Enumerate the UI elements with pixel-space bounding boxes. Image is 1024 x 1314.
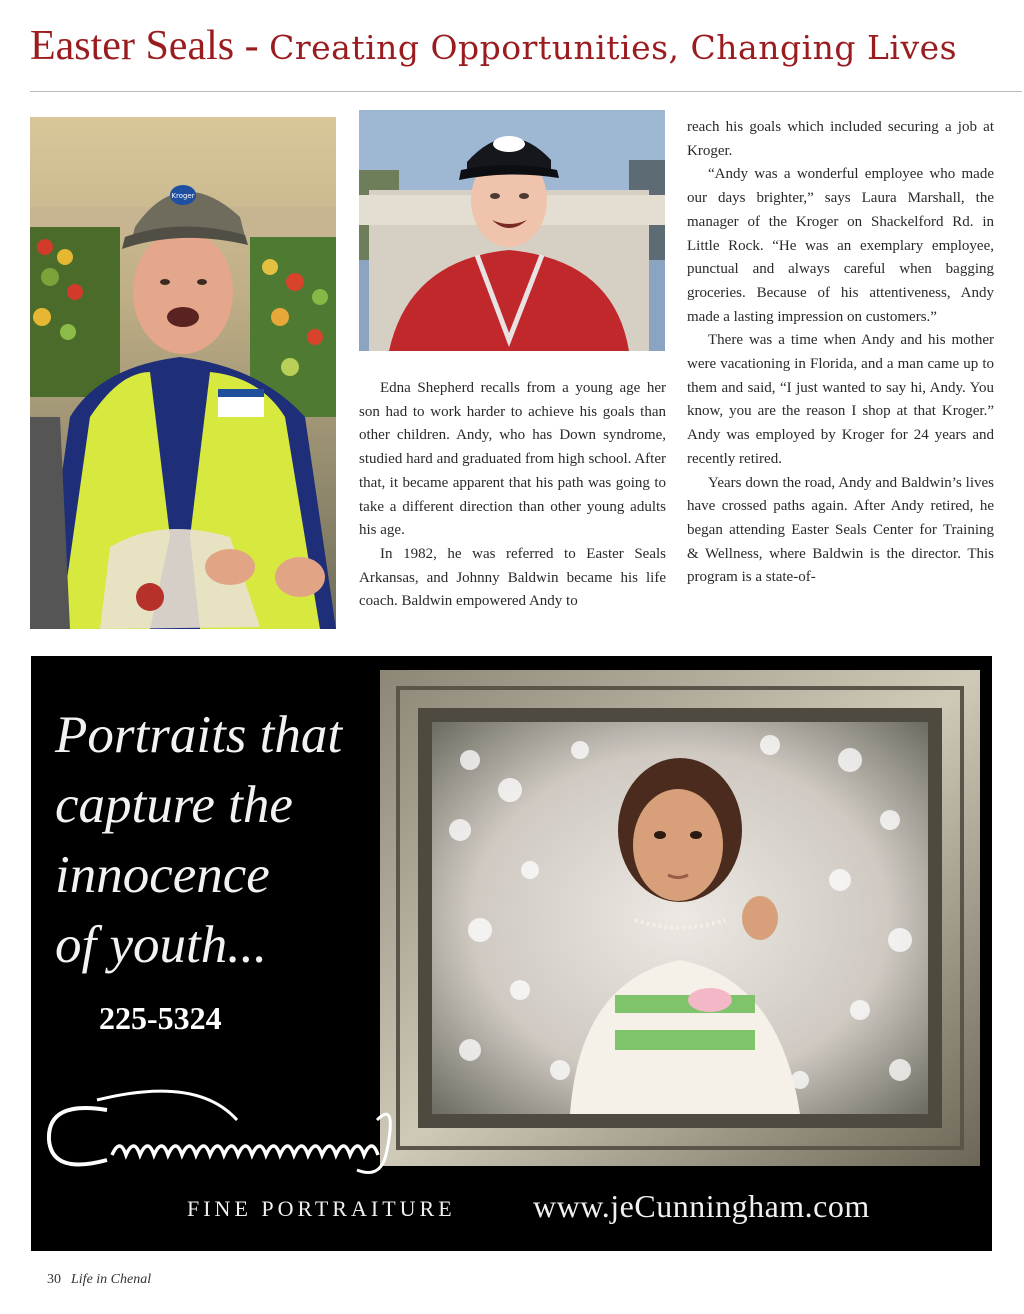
publication-name: Life in Chenal bbox=[71, 1272, 152, 1287]
ad-website[interactable]: www.jeCunningham.com bbox=[533, 1188, 870, 1224]
page-number: 30 bbox=[47, 1272, 61, 1287]
article-column-3 bbox=[687, 116, 994, 590]
article-paragraph: “Andy was a wonderful employee who made our days brighter,” says Laura Marshall, the manager of the Kroger on Shackelford Rd. in Little Rock. “He was an exemplary employee, punctual and always careful when bagging groceries. Because of his attentiveness, Andy made a lasting impression on customers.” bbox=[687, 166, 994, 325]
ad-headline-line: capture the bbox=[55, 776, 293, 834]
article-paragraph: reach his goals which included securing a job at Kroger. bbox=[687, 119, 994, 159]
article-column-2 bbox=[359, 377, 666, 614]
article-paragraph: In 1982, he was referred to Easter Seals Arkansas, and Johnny Baldwin became his life coach. Baldwin empowered Andy to bbox=[359, 545, 666, 610]
article-paragraph: Years down the road, Andy and Baldwin’s lives have crossed paths again. After Andy retired, he began attending Easter Seals Center for Training & Wellness, where Baldwin is the director. This program is a state-of- bbox=[687, 474, 994, 586]
ad-logo-subtitle: FINE PORTRAITURE bbox=[187, 1196, 456, 1221]
ad-headline-line: Portraits that bbox=[55, 706, 343, 764]
ad-headline-line: of youth... bbox=[55, 916, 267, 974]
article-paragraph: Edna Shepherd recalls from a young age her son had to work harder to achieve his goals than other children. Andy, who has Down syndrome, studied hard and graduated from high school. After that, it became apparent that his path was going to take a different direction than other young adults his age. bbox=[359, 380, 666, 539]
ad-headline-line: innocence bbox=[55, 846, 270, 904]
page-footer bbox=[47, 1272, 151, 1288]
cunningham-logo bbox=[37, 1080, 477, 1190]
article-paragraph: There was a time when Andy and his mother were vacationing in Florida, and a man came up to them and said, “I just wanted to say hi, Andy. You know, you are the reason I shop at that Kroger.” Andy was employed by Kroger for 24 years and recently retired. bbox=[687, 332, 994, 467]
title-subtitle: Creating Opportunities, Changing Lives bbox=[269, 28, 958, 67]
cunningham-advertisement bbox=[31, 656, 992, 1251]
ad-headline bbox=[55, 700, 385, 980]
cap-logo-text: Kroger bbox=[171, 192, 195, 200]
ad-phone-number: 225-5324 bbox=[99, 1000, 222, 1036]
article-title bbox=[30, 22, 1010, 82]
photo-andy-kroger bbox=[30, 117, 336, 629]
title-divider bbox=[30, 91, 1022, 92]
title-main: Easter Seals - bbox=[30, 23, 270, 69]
photo-andy-portrait bbox=[359, 110, 665, 351]
